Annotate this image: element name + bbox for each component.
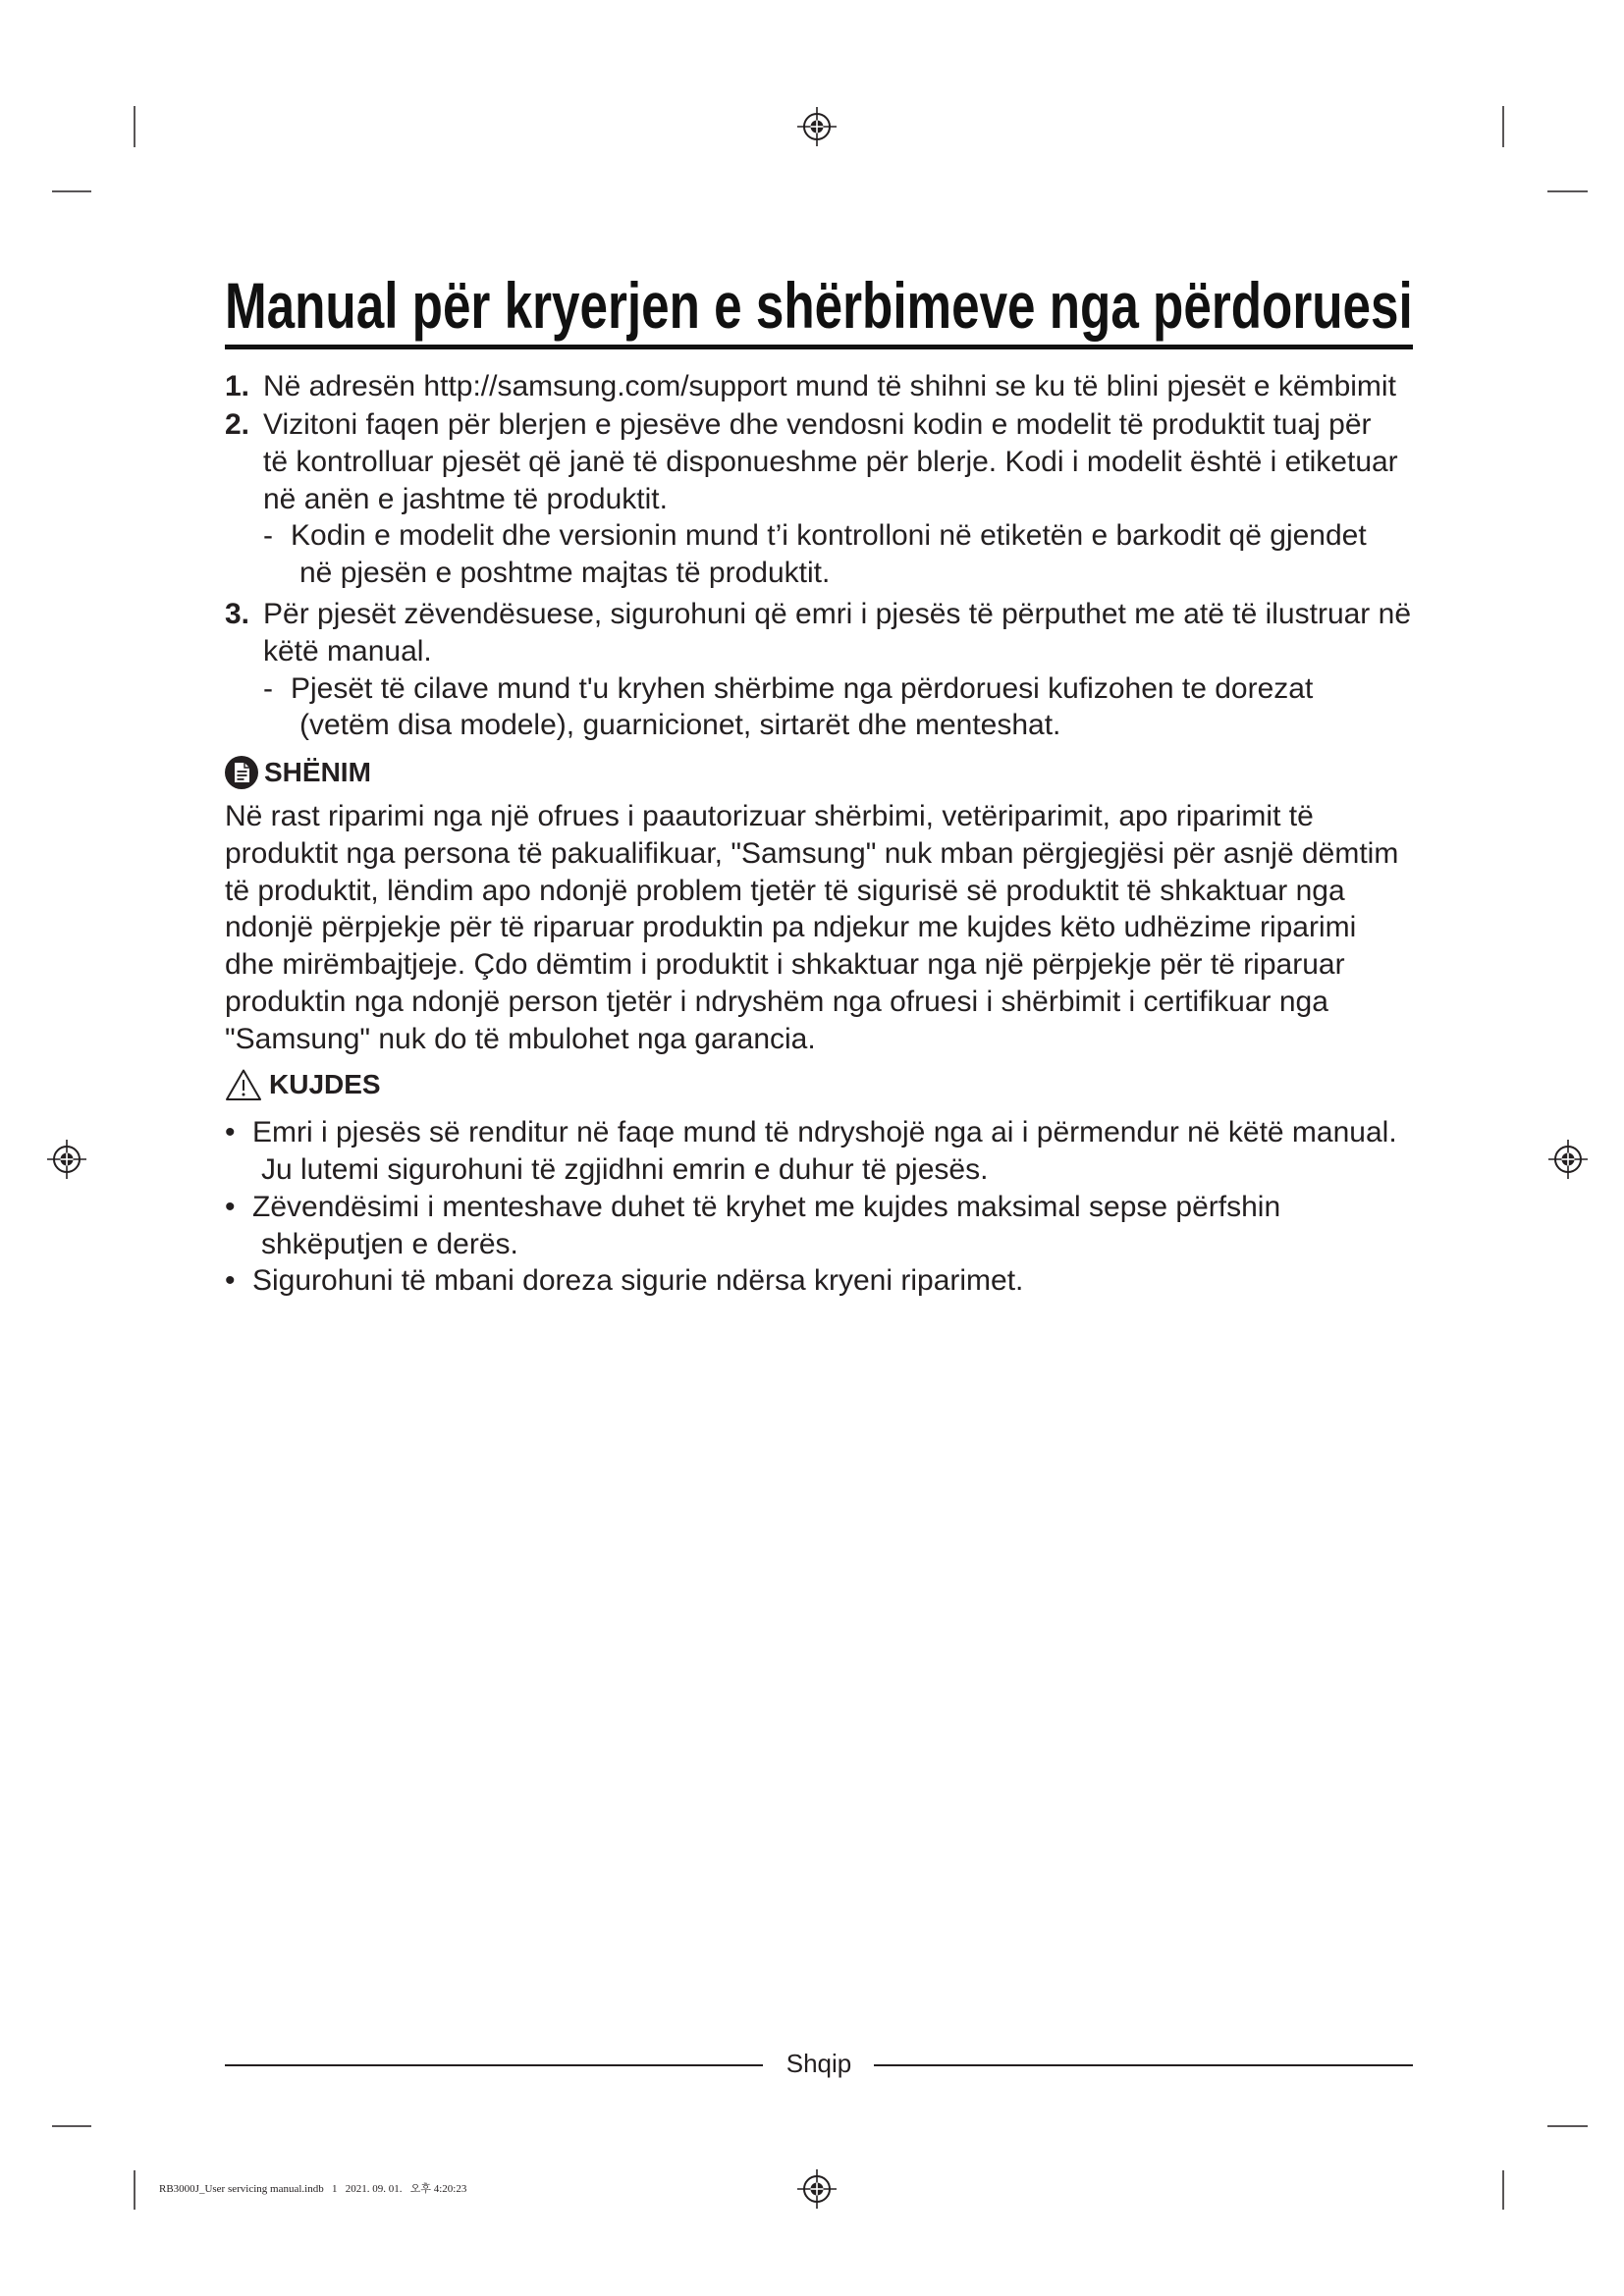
bullet-marker: • [225,1264,236,1297]
note-line: "Samsung" nuk do të mbulohet nga garancia. [225,1022,816,1055]
step-number: 1. [225,370,250,402]
sub-item-dash: - [263,519,273,553]
bullet-marker: • [225,1191,236,1223]
step-text-line: Vizitoni faqen për blerjen e pjesëve dhe vendosni kodin e modelit të produktit tuaj për [263,408,1372,441]
footer-language: Shqip [785,2049,852,2078]
bullet-marker: • [225,1116,236,1148]
footer-rule-right [874,2064,1413,2066]
caution-bullet-3 [225,1262,1023,1300]
step-body [263,368,1396,405]
step-text-line: Për pjesët zëvendësuese, sigurohuni që emri i pjesës të përputhet me atë të ilustruar në [263,598,1412,630]
sub-item-line: në pjesën e poshtme majtas të produktit. [299,557,831,590]
note-line: Në rast riparimi nga një ofrues i paautorizuar shërbimi, vetëriparimit, apo riparimit të [225,800,1314,832]
step-1 [225,368,1396,405]
step-number: 2. [225,408,250,441]
registration-mark-top [797,107,837,146]
sub-item-dash: - [263,671,273,705]
caution-line: Zëvendësimi i menteshave duhet të kryhet me kujdes maksimal sepse përfshin [252,1191,1281,1223]
caution-bullet-1 [225,1114,1397,1189]
page-title-container [225,273,1413,351]
slug-timestamp: 2021. 09. 01. 오후 4:20:23 [345,2183,467,2195]
note-line: produktin nga ndonjë person tjetër i ndryshëm nga ofruesi i shërbimit i certifikuar nga [225,985,1328,1018]
note-heading [225,754,371,791]
note-line: të produktit, lëndim apo ndonjë problem tjetër të sigurisë së produktit të shkaktuar nga [225,874,1345,907]
registration-mark-right [1548,1140,1588,1179]
step-text-line: Në adresën http://samsung.com/support mund të shihni se ku të blini pjesët e këmbimit [263,370,1396,402]
title-underline [225,345,1413,349]
note-line: ndonjë përpjekje për të riparuar produktin pa ndjekur me kujdes këto udhëzime riparimi [225,911,1357,944]
caution-line: Emri i pjesës së renditur në faqe mund të ndryshojë nga ai i përmendur në këtë manual. [252,1116,1397,1148]
caution-line: shkëputjen e derës. [261,1227,518,1260]
sub-item-line: Kodin e modelit dhe versionin mund t’i kontrolloni në etiketën e barkodit që gjendet [291,519,1367,553]
slug-page: 1 [331,2183,338,2195]
warning-icon [225,1068,262,1101]
step-sub-item [263,670,1411,745]
step-text-line: në anën e jashtme të produktit. [263,482,668,515]
step-text-line: këtë manual. [263,634,432,667]
step-sub-item [263,517,1398,592]
step-text-line: të kontrolluar pjesët që janë të disponueshme për blerje. Kodi i modelit është i etiketuar [263,445,1398,478]
slug-file: RB3000J_User servicing manual.indb [159,2183,324,2195]
print-slug [159,2181,466,2197]
caution-bullet-2 [225,1189,1280,1263]
step-3 [225,596,1411,744]
note-line: dhe mirëmbajtjeje. Çdo dëmtim i produktit i shkaktuar nga një përpjekje për të riparuar [225,948,1345,982]
caution-line: Sigurohuni të mbani doreza sigurie ndërsa kryeni riparimet. [252,1264,1024,1297]
page-title: Manual për kryerjen e shërbimeve nga përdoruesi [225,273,1413,342]
step-body [263,596,1411,744]
footer-rule-left [225,2064,763,2066]
note-heading-label: SHËNIM [264,757,371,787]
step-number: 3. [225,598,250,630]
sub-item-line: (vetëm disa modele), guarnicionet, sirtarët dhe menteshat. [299,709,1061,742]
sub-item-line: Pjesët të cilave mund t'u kryhen shërbime nga përdoruesi kufizohen te dorezat [291,671,1314,705]
registration-mark-bottom [797,2169,837,2209]
step-2 [225,406,1398,592]
note-line: produktit nga persona të pakualifikuar, "Samsung" nuk mban përgjegjësi për asnjë dëmtim [225,836,1399,870]
note-paragraph [225,798,1398,1058]
note-icon [225,756,258,789]
caution-line: Ju lutemi sigurohuni të zgjidhni emrin e duhur të pjesës. [261,1152,989,1186]
step-body [263,406,1398,592]
caution-heading-label: KUJDES [269,1069,381,1099]
caution-heading [225,1066,381,1103]
registration-mark-left [47,1140,86,1179]
